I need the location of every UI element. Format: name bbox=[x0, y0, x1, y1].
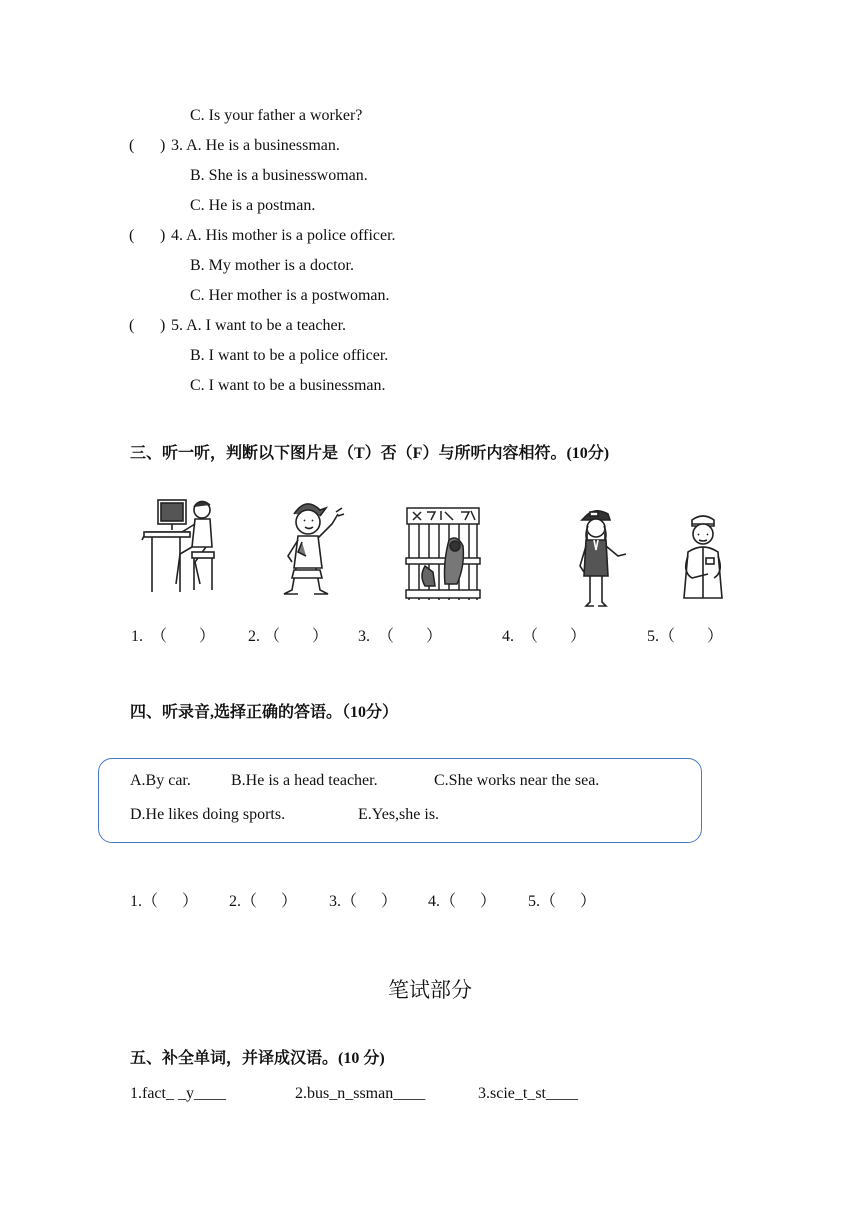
s3-answer-1[interactable]: 1. （ ） bbox=[131, 628, 216, 645]
q4-paren-close: ) bbox=[160, 227, 166, 244]
zoo-cage-icon bbox=[405, 506, 481, 602]
q3-paren-close: ) bbox=[160, 137, 166, 154]
s3-answer-3[interactable]: 3. （ ） bbox=[358, 628, 443, 645]
s3-answer-5[interactable]: 5.（ ） bbox=[647, 628, 724, 645]
q5-option-b: B. I want to be a police officer. bbox=[190, 347, 389, 364]
q4-option-c: C. Her mother is a postwoman. bbox=[190, 287, 390, 304]
q5-option-c: C. I want to be a businessman. bbox=[190, 377, 386, 394]
written-part-title: 笔试部分 bbox=[388, 978, 472, 1002]
q4-option-a: 4. A. His mother is a police officer. bbox=[171, 227, 396, 244]
option-b: B.He is a head teacher. bbox=[231, 772, 378, 789]
word-item-2[interactable]: 2.bus_n_ssman____ bbox=[295, 1085, 426, 1102]
nurse-icon bbox=[678, 512, 728, 602]
s4-answer-3[interactable]: 3.（ ） bbox=[329, 893, 398, 910]
q3-option-a: 3. A. He is a businessman. bbox=[171, 137, 340, 154]
q5-paren-open[interactable]: ( bbox=[129, 317, 135, 334]
s3-answer-4[interactable]: 4. （ ） bbox=[502, 628, 587, 645]
s4-answer-1[interactable]: 1.（ ） bbox=[130, 893, 199, 910]
q3-paren-open[interactable]: ( bbox=[129, 137, 135, 154]
q3-option-b: B. She is a businesswoman. bbox=[190, 167, 368, 184]
q5-option-a: 5. A. I want to be a teacher. bbox=[171, 317, 347, 334]
option-d: D.He likes doing sports. bbox=[130, 806, 286, 823]
option-e: E.Yes,she is. bbox=[358, 806, 440, 823]
q2-option-2c: C. Is your father a worker? bbox=[190, 107, 363, 124]
section5-heading: 五、补全单词，并译成汉语。(10 分) bbox=[130, 1050, 385, 1067]
q4-paren-open[interactable]: ( bbox=[129, 227, 135, 244]
q5-paren-close: ) bbox=[160, 317, 166, 334]
s4-answer-2[interactable]: 2.（ ） bbox=[229, 893, 298, 910]
s4-answer-5[interactable]: 5.（ ） bbox=[528, 893, 597, 910]
boy-waving-icon bbox=[276, 494, 350, 600]
s3-answer-2[interactable]: 2. （ ） bbox=[248, 628, 329, 645]
q4-option-b: B. My mother is a doctor. bbox=[190, 257, 354, 274]
q3-option-c: C. He is a postman. bbox=[190, 197, 316, 214]
police-officer-icon bbox=[572, 506, 632, 610]
option-c: C.She works near the sea. bbox=[434, 772, 600, 789]
word-item-3[interactable]: 3.scie_t_st____ bbox=[478, 1085, 578, 1102]
s4-answer-4[interactable]: 4.（ ） bbox=[428, 893, 497, 910]
option-a: A.By car. bbox=[130, 772, 191, 789]
computer-worker-icon bbox=[140, 492, 220, 597]
section4-heading: 四、听录音,选择正确的答语。（10分） bbox=[130, 704, 399, 721]
word-item-1[interactable]: 1.fact_ _y____ bbox=[130, 1085, 226, 1102]
section3-heading: 三、听一听，判断以下图片是（T）否（F）与所听内容相符。(10分) bbox=[130, 445, 610, 462]
